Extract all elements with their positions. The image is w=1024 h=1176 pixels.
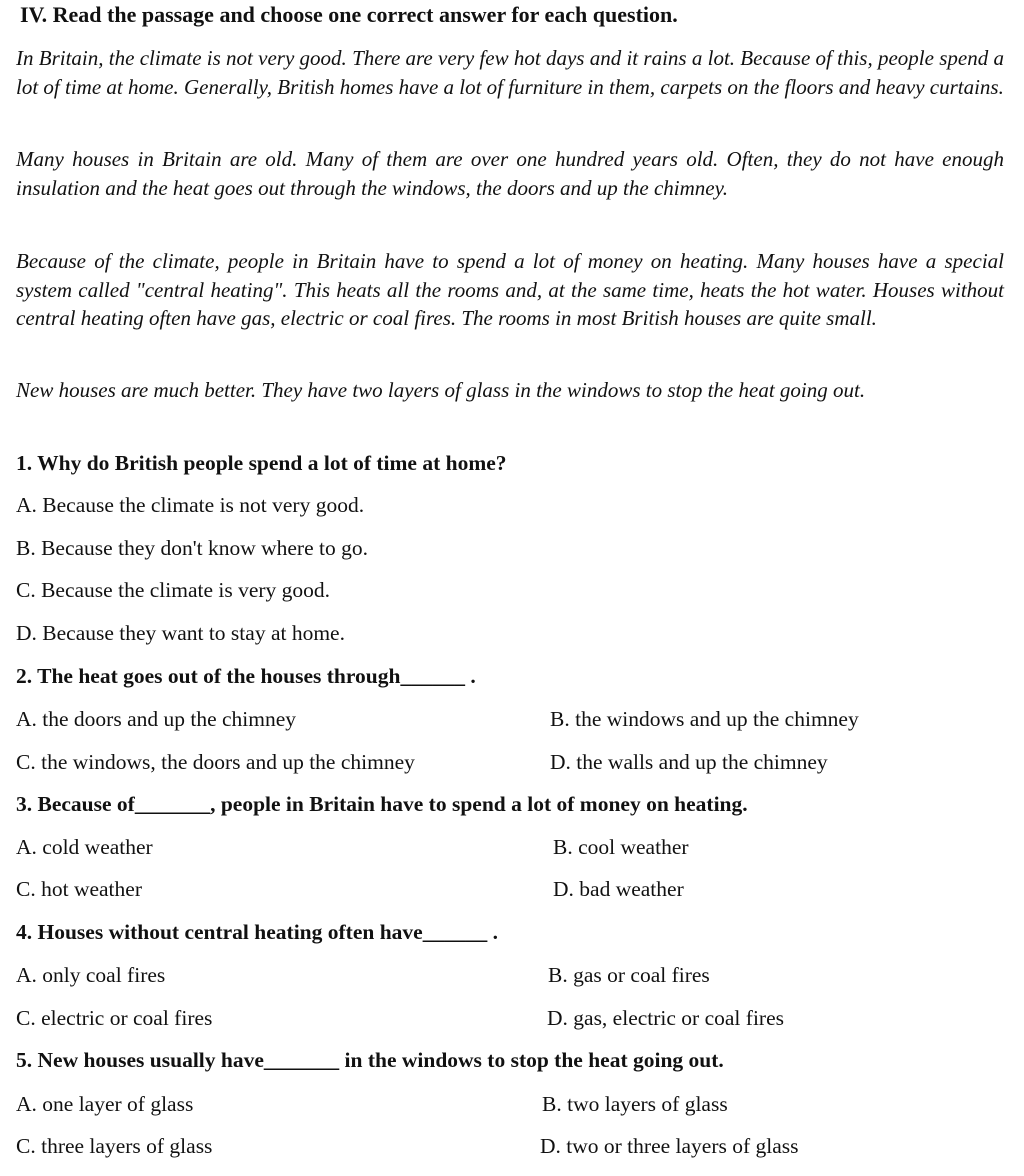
passage-paragraph-4: New houses are much better. They have two layers of glass in the windows to stop the heat going out. — [16, 378, 866, 402]
question-3-option-d[interactable]: D. bad weather — [553, 877, 684, 901]
question-2-option-d[interactable]: D. the walls and up the chimney — [550, 750, 828, 774]
question-3-option-c[interactable]: C. hot weather — [16, 877, 142, 901]
question-3-option-b[interactable]: B. cool weather — [553, 835, 689, 859]
passage-paragraph-2: Many houses in Britain are old. Many of them are over one hundred years old. Often, they do not have enough insulation and the heat goes out through the windows, the doors and up the chimney. — [16, 147, 1004, 200]
question-2-option-b[interactable]: B. the windows and up the chimney — [550, 707, 859, 731]
question-5-option-a[interactable]: A. one layer of glass — [16, 1092, 194, 1116]
section-title: IV. Read the passage and choose one correct answer for each question. — [20, 2, 678, 27]
question-2-option-c[interactable]: C. the windows, the doors and up the chimney — [16, 750, 415, 774]
question-5-stem: 5. New houses usually have_______ in the windows to stop the heat going out. — [16, 1048, 724, 1072]
question-4-option-b[interactable]: B. gas or coal fires — [548, 963, 710, 987]
question-1-option-b[interactable]: B. Because they don't know where to go. — [16, 536, 368, 560]
question-4-option-c[interactable]: C. electric or coal fires — [16, 1006, 213, 1030]
question-2-stem: 2. The heat goes out of the houses through______ . — [16, 664, 476, 688]
question-1-option-a[interactable]: A. Because the climate is not very good. — [16, 493, 365, 517]
question-1-option-d[interactable]: D. Because they want to stay at home. — [16, 621, 345, 645]
question-4-option-a[interactable]: A. only coal fires — [16, 963, 166, 987]
question-5-option-b[interactable]: B. two layers of glass — [542, 1092, 728, 1116]
question-1-option-c[interactable]: C. Because the climate is very good. — [16, 578, 331, 602]
question-5-option-c[interactable]: C. three layers of glass — [16, 1134, 213, 1158]
question-2-option-a[interactable]: A. the doors and up the chimney — [16, 707, 297, 731]
question-3-option-a[interactable]: A. cold weather — [16, 835, 153, 859]
question-3-stem: 3. Because of_______, people in Britain have to spend a lot of money on heating. — [16, 792, 748, 816]
question-5-option-d[interactable]: D. two or three layers of glass — [540, 1134, 799, 1158]
question-1-stem: 1. Why do British people spend a lot of time at home? — [16, 451, 507, 475]
question-4-stem: 4. Houses without central heating often have______ . — [16, 920, 498, 944]
passage-paragraph-1: In Britain, the climate is not very good. There are very few hot days and it rains a lot. Because of this, people spend a lot of time at home. Generally, British homes have a lot of furniture in them, carpets on the floors and heavy curtains. — [16, 46, 1004, 99]
question-4-option-d[interactable]: D. gas, electric or coal fires — [547, 1006, 784, 1030]
passage-paragraph-3: Because of the climate, people in Britain have to spend a lot of money on heating. Many houses have a special system called "central heating". This heats all the rooms and, at the same time, heats the hot water. Houses without central heating often have gas, electric or coal fires. The rooms in most British houses are quite small. — [16, 249, 1004, 330]
